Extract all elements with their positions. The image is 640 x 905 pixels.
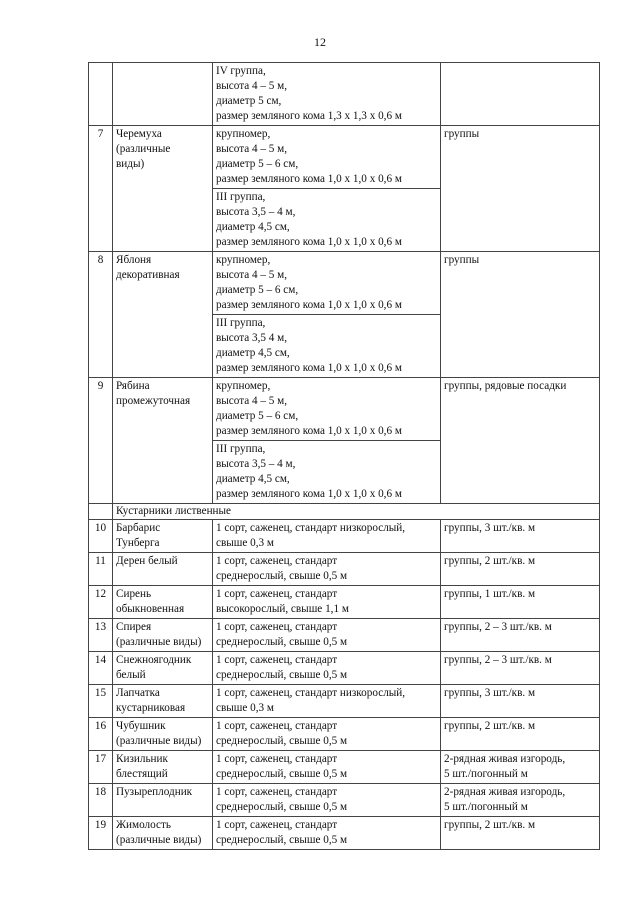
spec-cell-line: высокорослый, свыше 1,1 м <box>216 603 349 615</box>
table-row <box>89 784 600 817</box>
spec-cell-line: диаметр 5 – 6 см, <box>216 158 299 170</box>
placement-cell <box>441 553 600 586</box>
spec-cell-line: свыше 0,3 м <box>216 702 275 714</box>
spec-cell <box>213 619 441 652</box>
name-cell-line: Кизильник <box>116 753 168 765</box>
table-row <box>89 619 600 652</box>
placement-cell-line: группы, 2 шт./кв. м <box>444 555 536 567</box>
spec-cell <box>213 784 441 817</box>
placement-cell-line: группы, 2 шт./кв. м <box>444 819 536 831</box>
table-row <box>89 751 600 784</box>
num-cell: 18 <box>89 784 113 817</box>
table-row <box>89 718 600 751</box>
spec-cell-line: высота 4 – 5 м, <box>216 80 288 92</box>
num-cell <box>89 504 113 520</box>
spec-cell-line: размер земляного кома 1,3 x 1,3 x 0,6 м <box>216 110 402 122</box>
num-cell: 17 <box>89 751 113 784</box>
placement-cell-line: 2-рядная живая изгородь, <box>444 786 566 798</box>
name-cell-line: Барбарис <box>116 522 161 534</box>
name-cell-line: Пузыреплодник <box>116 786 193 798</box>
placement-cell-line: группы, 3 шт./кв. м <box>444 522 536 534</box>
num-cell: 11 <box>89 553 113 586</box>
name-cell-line: виды) <box>116 158 145 170</box>
name-cell-line: Жимолость <box>116 819 171 831</box>
table-row <box>89 378 600 441</box>
spec-cell-line: 1 сорт, саженец, стандарт <box>216 654 338 666</box>
name-cell-line: (различные виды) <box>116 834 202 846</box>
name-cell <box>113 378 213 504</box>
placement-cell <box>441 751 600 784</box>
name-cell-line: Тунберга <box>116 537 160 549</box>
spec-cell <box>213 252 441 315</box>
name-cell-line: Яблоня <box>116 254 152 266</box>
table-row <box>89 586 600 619</box>
name-cell <box>113 126 213 252</box>
name-cell <box>113 652 213 685</box>
spec-cell-line: диаметр 5 см, <box>216 95 282 107</box>
spec-cell-line: среднерослый, свыше 0,5 м <box>216 636 348 648</box>
table-row <box>89 252 600 315</box>
spec-cell-line: III группа, <box>216 317 266 329</box>
spec-cell-line: крупномер, <box>216 254 271 266</box>
placement-cell-line: 2-рядная живая изгородь, <box>444 753 566 765</box>
spec-cell-line: высота 4 – 5 м, <box>216 395 288 407</box>
spec-cell-line: 1 сорт, саженец, стандарт <box>216 555 338 567</box>
spec-cell-line: среднерослый, свыше 0,5 м <box>216 570 348 582</box>
spec-cell-line: диаметр 5 – 6 см, <box>216 284 299 296</box>
name-cell-line: Дерен белый <box>116 555 178 567</box>
name-cell <box>113 751 213 784</box>
placement-cell-line: группы, 2 – 3 шт./кв. м <box>444 621 552 633</box>
table-row <box>89 553 600 586</box>
placement-cell: группы <box>441 126 600 252</box>
name-cell <box>113 817 213 850</box>
section-row <box>89 504 600 520</box>
name-cell-line: обыкновенная <box>116 603 185 615</box>
spec-cell <box>213 441 441 504</box>
spec-cell-line: высота 3,5 – 4 м, <box>216 458 296 470</box>
spec-cell-line: высота 3,5 – 4 м, <box>216 206 296 218</box>
num-cell: 19 <box>89 817 113 850</box>
placement-cell-line: 5 шт./погонный м <box>444 768 528 780</box>
placement-cell: группы <box>441 252 600 378</box>
name-cell-line: Снежноягодник <box>116 654 192 666</box>
num-cell: 12 <box>89 586 113 619</box>
spec-cell <box>213 652 441 685</box>
spec-cell-line: среднерослый, свыше 0,5 м <box>216 834 348 846</box>
table-row <box>89 817 600 850</box>
placement-cell <box>441 619 600 652</box>
spec-cell-line: среднерослый, свыше 0,5 м <box>216 669 348 681</box>
spec-cell-line: III группа, <box>216 443 266 455</box>
placement-cell <box>441 718 600 751</box>
name-cell-line: кустарниковая <box>116 702 186 714</box>
placement-cell-line: группы, 2 – 3 шт./кв. м <box>444 654 552 666</box>
spec-cell-line: 1 сорт, саженец, стандарт низкорослый, <box>216 687 406 699</box>
num-cell: 10 <box>89 520 113 553</box>
table-row <box>89 520 600 553</box>
spec-cell-line: IV группа, <box>216 65 266 77</box>
table-row <box>89 126 600 189</box>
spec-cell-line: размер земляного кома 1,0 x 1,0 x 0,6 м <box>216 299 402 311</box>
spec-cell-line: крупномер, <box>216 380 271 392</box>
spec-cell-line: среднерослый, свыше 0,5 м <box>216 768 348 780</box>
spec-cell-line: диаметр 5 – 6 см, <box>216 410 299 422</box>
spec-cell <box>213 378 441 441</box>
placement-cell-line: 5 шт./погонный м <box>444 801 528 813</box>
name-cell <box>113 718 213 751</box>
table-row <box>89 63 600 126</box>
spec-cell-line: высота 4 – 5 м, <box>216 143 288 155</box>
name-cell <box>113 553 213 586</box>
name-cell <box>113 784 213 817</box>
spec-cell-line: диаметр 4,5 см, <box>216 473 290 485</box>
placement-cell <box>441 817 600 850</box>
spec-cell <box>213 586 441 619</box>
spec-cell <box>213 685 441 718</box>
spec-cell-line: 1 сорт, саженец, стандарт <box>216 753 338 765</box>
num-cell: 16 <box>89 718 113 751</box>
placement-cell <box>441 685 600 718</box>
spec-cell-line: свыше 0,3 м <box>216 537 275 549</box>
placement-cell <box>441 520 600 553</box>
name-cell-line: (различные <box>116 143 171 155</box>
spec-cell <box>213 817 441 850</box>
spec-cell <box>213 718 441 751</box>
spec-cell-line: диаметр 4,5 см, <box>216 347 290 359</box>
name-cell <box>113 252 213 378</box>
name-cell-line: Спирея <box>116 621 152 633</box>
spec-cell <box>213 751 441 784</box>
num-cell: 9 <box>89 378 113 504</box>
page-number: 12 <box>314 35 326 49</box>
spec-cell-line: диаметр 4,5 см, <box>216 221 290 233</box>
num-cell: 15 <box>89 685 113 718</box>
name-cell-line: блестящий <box>116 768 168 780</box>
spec-cell-line: среднерослый, свыше 0,5 м <box>216 801 348 813</box>
name-cell-line: (различные виды) <box>116 636 202 648</box>
section-title: Кустарники лиственные <box>113 504 600 520</box>
name-cell <box>113 685 213 718</box>
table-row <box>89 685 600 718</box>
spec-cell-line: размер земляного кома 1,0 x 1,0 x 0,6 м <box>216 362 402 374</box>
spec-cell-line: 1 сорт, саженец, стандарт <box>216 588 338 600</box>
placement-cell-line: группы, 3 шт./кв. м <box>444 687 536 699</box>
spec-cell-line: 1 сорт, саженец, стандарт <box>216 621 338 633</box>
name-cell <box>113 63 213 126</box>
name-cell-line: белый <box>116 669 146 681</box>
name-cell-line: Черемуха <box>116 128 162 140</box>
spec-cell-line: высота 4 – 5 м, <box>216 269 288 281</box>
plant-table <box>88 62 600 850</box>
spec-cell-line: размер земляного кома 1,0 x 1,0 x 0,6 м <box>216 425 402 437</box>
placement-cell <box>441 586 600 619</box>
name-cell-line: декоративная <box>116 269 180 281</box>
name-cell-line: Сирень <box>116 588 152 600</box>
spec-cell <box>213 315 441 378</box>
name-cell-line: промежуточная <box>116 395 191 407</box>
num-cell: 14 <box>89 652 113 685</box>
name-cell-line: Чубушник <box>116 720 166 732</box>
name-cell <box>113 520 213 553</box>
placement-cell-line: группы, 1 шт./кв. м <box>444 588 536 600</box>
spec-cell-line: размер земляного кома 1,0 x 1,0 x 0,6 м <box>216 173 402 185</box>
spec-cell-line: размер земляного кома 1,0 x 1,0 x 0,6 м <box>216 236 402 248</box>
num-cell: 8 <box>89 252 113 378</box>
spec-cell <box>213 126 441 189</box>
spec-cell <box>213 189 441 252</box>
num-cell: 7 <box>89 126 113 252</box>
spec-cell <box>213 553 441 586</box>
plant-table-body <box>89 63 600 850</box>
spec-cell <box>213 63 441 126</box>
spec-cell <box>213 520 441 553</box>
placement-cell <box>441 784 600 817</box>
num-cell <box>89 63 113 126</box>
name-cell-line: (различные виды) <box>116 735 202 747</box>
name-cell <box>113 619 213 652</box>
placement-cell-line: группы, 2 шт./кв. м <box>444 720 536 732</box>
spec-cell-line: 1 сорт, саженец, стандарт <box>216 720 338 732</box>
num-cell: 13 <box>89 619 113 652</box>
placement-cell: группы, рядовые посадки <box>441 378 600 504</box>
table-row <box>89 652 600 685</box>
name-cell <box>113 586 213 619</box>
spec-cell-line: 1 сорт, саженец, стандарт низкорослый, <box>216 522 406 534</box>
name-cell-line: Рябина <box>116 380 150 392</box>
spec-cell-line: размер земляного кома 1,0 x 1,0 x 0,6 м <box>216 488 402 500</box>
spec-cell-line: крупномер, <box>216 128 271 140</box>
placement-cell <box>441 652 600 685</box>
placement-cell <box>441 63 600 126</box>
spec-cell-line: III группа, <box>216 191 266 203</box>
spec-cell-line: среднерослый, свыше 0,5 м <box>216 735 348 747</box>
name-cell-line: Лапчатка <box>116 687 160 699</box>
spec-cell-line: 1 сорт, саженец, стандарт <box>216 786 338 798</box>
spec-cell-line: 1 сорт, саженец, стандарт <box>216 819 338 831</box>
spec-cell-line: высота 3,5 4 м, <box>216 332 288 344</box>
